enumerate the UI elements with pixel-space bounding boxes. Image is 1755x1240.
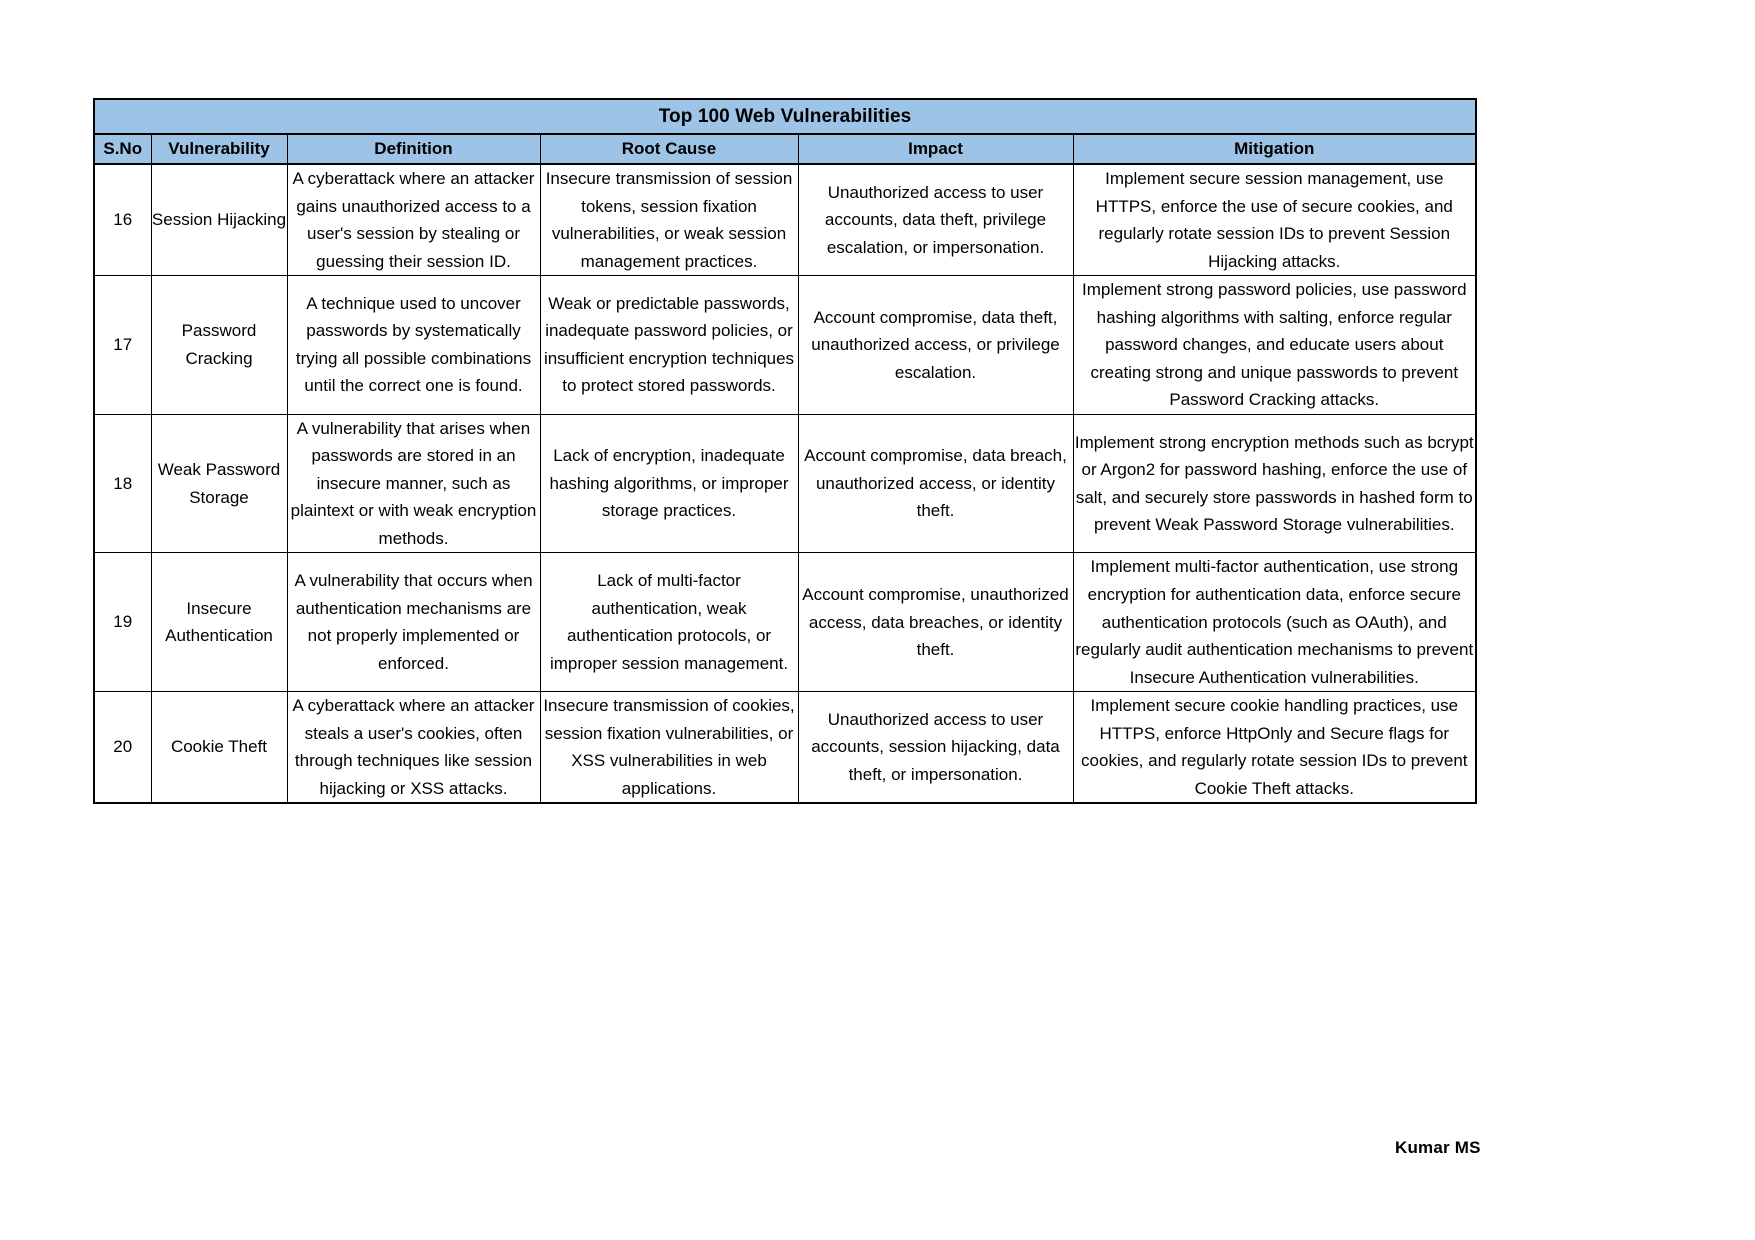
table-column-header-row: [94, 134, 1476, 164]
table-header: [94, 99, 1476, 164]
cell-definition: A cyberattack where an attacker gains unauthorized access to a user's session by stealing or guessing their session ID.: [287, 164, 540, 276]
table-body: [94, 164, 1476, 803]
cell-sno: 17: [94, 276, 151, 415]
cell-sno: 16: [94, 164, 151, 276]
cell-root-cause: Insecure transmission of session tokens, session fixation vulnerabilities, or weak session management practices.: [540, 164, 798, 276]
column-header-definition: Definition: [287, 134, 540, 164]
column-header-mitigation: Mitigation: [1073, 134, 1476, 164]
cell-impact: Account compromise, data theft, unauthorized access, or privilege escalation.: [798, 276, 1073, 415]
cell-root-cause: Insecure transmission of cookies, session fixation vulnerabilities, or XSS vulnerabilities in web applications.: [540, 692, 798, 804]
table-title-row: [94, 99, 1476, 134]
cell-definition: A vulnerability that occurs when authentication mechanisms are not properly implemented or enforced.: [287, 553, 540, 692]
cell-mitigation: Implement secure cookie handling practices, use HTTPS, enforce HttpOnly and Secure flags for cookies, and regularly rotate session IDs to prevent Cookie Theft attacks.: [1073, 692, 1476, 804]
cell-sno: 20: [94, 692, 151, 804]
cell-vulnerability: Password Cracking: [151, 276, 287, 415]
vulnerabilities-table-container: [93, 98, 1475, 804]
column-header-root-cause: Root Cause: [540, 134, 798, 164]
cell-definition: A technique used to uncover passwords by systematically trying all possible combinations until the correct one is found.: [287, 276, 540, 415]
cell-definition: A cyberattack where an attacker steals a user's cookies, often through techniques like session hijacking or XSS attacks.: [287, 692, 540, 804]
vulnerabilities-table: [93, 98, 1477, 804]
table-row: [94, 692, 1476, 804]
table-row: [94, 414, 1476, 553]
column-header-sno: S.No: [94, 134, 151, 164]
page-title: Top 100 Web Vulnerabilities: [94, 99, 1476, 134]
footer-signature: Kumar MS: [1395, 1138, 1481, 1157]
cell-definition: A vulnerability that arises when passwords are stored in an insecure manner, such as plaintext or with weak encryption methods.: [287, 414, 540, 553]
cell-mitigation: Implement strong encryption methods such as bcrypt or Argon2 for password hashing, enforce the use of salt, and securely store passwords in hashed form to prevent Weak Password Storage vulnerabilities.: [1073, 414, 1476, 553]
cell-impact: Unauthorized access to user accounts, data theft, privilege escalation, or impersonation.: [798, 164, 1073, 276]
table-row: [94, 276, 1476, 415]
cell-sno: 19: [94, 553, 151, 692]
cell-vulnerability: Insecure Authentication: [151, 553, 287, 692]
cell-mitigation: Implement multi-factor authentication, use strong encryption for authentication data, enforce secure authentication protocols (such as OAuth), and regularly audit authentication mechanisms to prevent Insecure Authentication vulnerabilities.: [1073, 553, 1476, 692]
cell-impact: Account compromise, unauthorized access, data breaches, or identity theft.: [798, 553, 1073, 692]
table-row: [94, 553, 1476, 692]
cell-root-cause: Weak or predictable passwords, inadequate password policies, or insufficient encryption techniques to protect stored passwords.: [540, 276, 798, 415]
cell-root-cause: Lack of encryption, inadequate hashing algorithms, or improper storage practices.: [540, 414, 798, 553]
cell-impact: Account compromise, data breach, unauthorized access, or identity theft.: [798, 414, 1073, 553]
cell-vulnerability: Cookie Theft: [151, 692, 287, 804]
cell-root-cause: Lack of multi-factor authentication, weak authentication protocols, or improper session management.: [540, 553, 798, 692]
cell-impact: Unauthorized access to user accounts, session hijacking, data theft, or impersonation.: [798, 692, 1073, 804]
table-row: [94, 164, 1476, 276]
cell-mitigation: Implement secure session management, use HTTPS, enforce the use of secure cookies, and regularly rotate session IDs to prevent Session Hijacking attacks.: [1073, 164, 1476, 276]
cell-sno: 18: [94, 414, 151, 553]
cell-vulnerability: Weak Password Storage: [151, 414, 287, 553]
column-header-impact: Impact: [798, 134, 1073, 164]
cell-vulnerability: Session Hijacking: [151, 164, 287, 276]
cell-mitigation: Implement strong password policies, use password hashing algorithms with salting, enforce regular password changes, and educate users about creating strong and unique passwords to prevent Password Cracking attacks.: [1073, 276, 1476, 415]
column-header-vulnerability: Vulnerability: [151, 134, 287, 164]
